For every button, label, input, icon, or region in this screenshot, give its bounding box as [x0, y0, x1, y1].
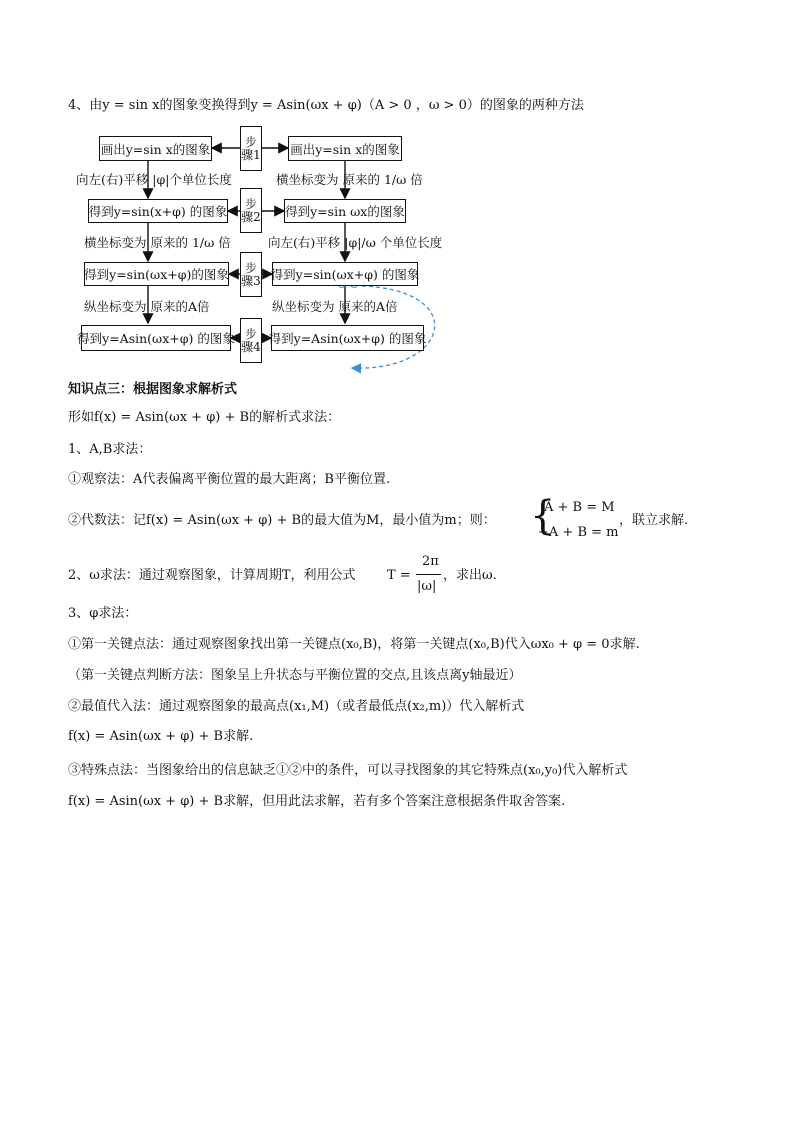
period-denominator: |ω| [417, 579, 437, 594]
left-label-2: 横坐标变为 原来的 1/ω 倍 [84, 235, 231, 250]
period-numerator: 2π [422, 554, 439, 569]
period-formula-lhs: T = [387, 568, 411, 583]
step-3-box: 步骤3 [240, 252, 262, 297]
left-box-1: 画出y=sin x的图象 [99, 136, 212, 161]
right-box-1: 画出y=sin x的图象 [288, 136, 402, 161]
algebra-method-prefix: ②代数法：记f(x) = Asin(ωx + φ) + B的最大值为M，最小值为m；则： [68, 513, 496, 528]
right-label-3: 纵坐标变为 原来的A倍 [272, 299, 398, 314]
intro-line: 形如f(x) = Asin(ωx + φ) + B的解析式求法： [68, 410, 341, 425]
fraction-bar [416, 574, 441, 575]
section-3-title: 知识点三：根据图象求解析式 [68, 382, 238, 397]
left-box-2: 得到y=sin(x+φ) 的图象 [88, 199, 228, 223]
left-label-1: 向左(右)平移 |φ|个单位长度 [76, 172, 232, 187]
right-box-2: 得到y=sin ωx的图象 [284, 199, 406, 223]
right-label-2: 向左(右)平移 |φ|/ω 个单位长度 [268, 235, 443, 250]
step-4-box: 步骤4 [240, 318, 262, 363]
first-keypoint-note: （第一关键点判断方法：图象呈上升状态与平衡位置的交点,且该点离y轴最近） [68, 668, 522, 683]
equation-2: −A + B = m [538, 525, 619, 540]
right-box-3: 得到y=sin(ωx+φ) 的图象 [272, 262, 418, 286]
left-box-4: 得到y=Asin(ωx+φ) 的图象 [81, 325, 231, 351]
first-keypoint-method: ①第一关键点法：通过观察图象找出第一关键点(x₀,B)，将第一关键点(x₀,B)代入ωx₀ + φ = 0求解. [68, 637, 640, 652]
step-1-box: 步骤1 [240, 126, 262, 171]
special-point-method-cont: f(x) = Asin(ωx + φ) + B求解，但用此法求解，若有多个答案注意根据条件取舍答案. [68, 794, 566, 809]
item-1-title: 1、A,B求法： [68, 442, 152, 457]
system-brace: { [530, 493, 556, 539]
step-2-box: 步骤2 [240, 188, 262, 233]
left-label-3: 纵坐标变为 原来的A倍 [84, 299, 210, 314]
left-box-3: 得到y=sin(ωx+φ)的图象 [84, 262, 229, 286]
extremum-method: ②最值代入法：通过观察图象的最高点(x₁,M)（或者最低点(x₂,m)）代入解析式 [68, 699, 525, 714]
observe-method: ①观察法：A代表偏离平衡位置的最大距离；B平衡位置. [68, 472, 391, 487]
equation-1: A + B = M [544, 500, 615, 515]
extremum-method-cont: f(x) = Asin(ωx + φ) + B求解. [68, 729, 254, 744]
right-box-4: 得到y=Asin(ωx+φ) 的图象 [271, 325, 424, 351]
right-label-1: 横坐标变为 原来的 1/ω 倍 [276, 172, 423, 187]
special-point-method: ③特殊点法：当图象给出的信息缺乏①②中的条件，可以寻找图象的其它特殊点(x₀,y₀)代入解析式 [68, 763, 628, 778]
algebra-method-suffix: ，联立求解. [619, 513, 689, 528]
item-2-prefix: 2、ω求法：通过观察图象，计算周期T，利用公式 [68, 568, 356, 583]
heading-4: 4、由y = sin x的图象变换得到y = Asin(ωx + φ)（A > 0 ，ω > 0）的图象的两种方法 [68, 98, 584, 113]
item-2-suffix: ，求出ω. [443, 568, 497, 583]
item-3-title: 3、φ求法： [68, 606, 138, 621]
